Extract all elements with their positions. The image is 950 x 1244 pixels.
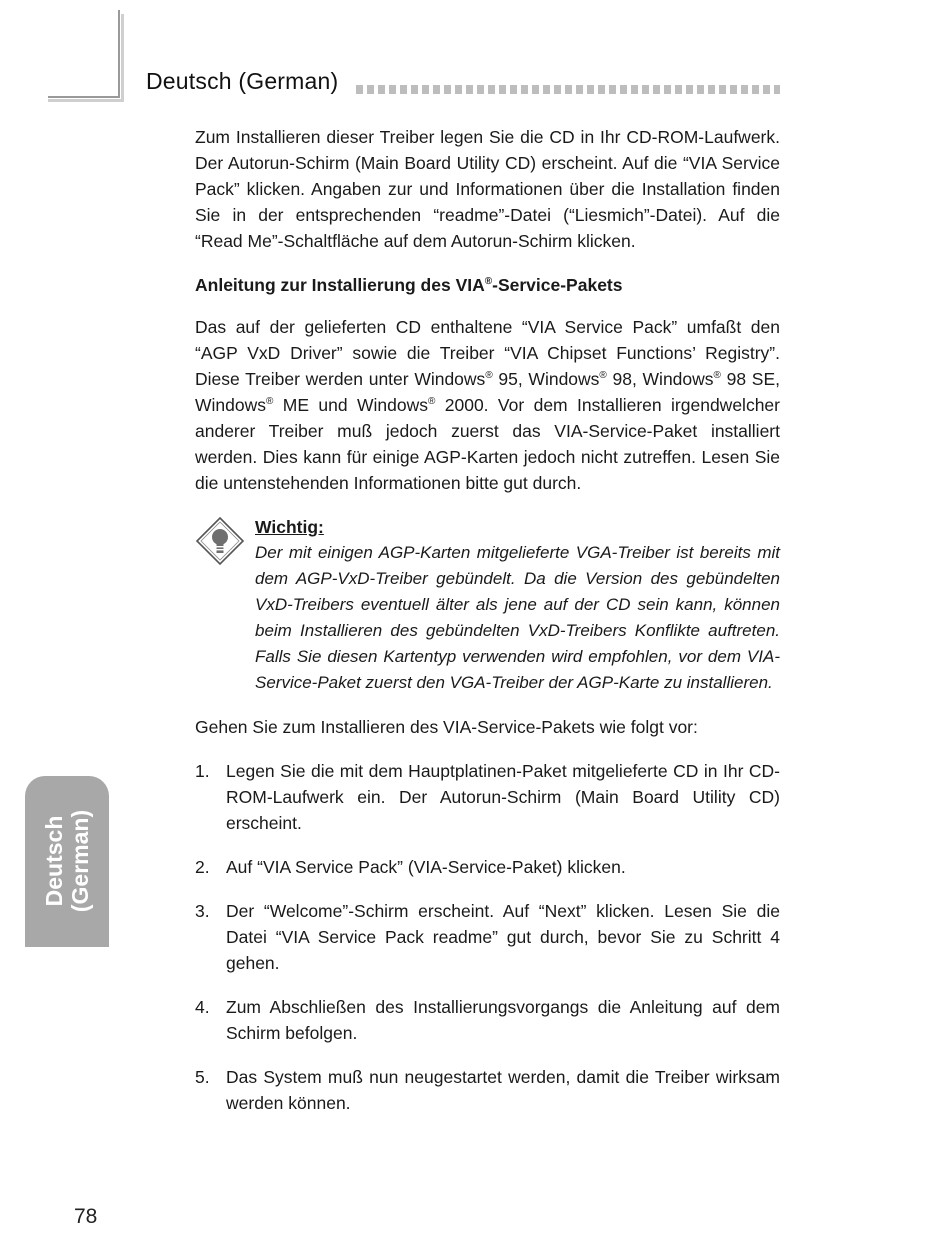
body-paragraph bbox=[195, 314, 780, 496]
important-note bbox=[195, 514, 780, 696]
body-text: 95, Windows bbox=[492, 369, 600, 389]
subheading bbox=[195, 272, 780, 298]
lightbulb-diamond-icon bbox=[195, 516, 245, 566]
steps-intro: Gehen Sie zum Installieren des VIA-Service-Pakets wie folgt vor: bbox=[195, 717, 698, 737]
note-text: Der mit einigen AGP-Karten mitgelieferte VGA-Treiber ist bereits mit dem AGP-VxD-Treiber gebündelt. Da die Version des gebündelten VxD-Treibers eventuell älter als jene auf der CD sein kann, können beim Installieren des gebündelten VxD-Treibers Konflikte auftreten. Falls Sie diesen Kartentyp verwenden wird empfohlen, vor dem VIA-Service-Paket zuerst den VGA-Treiber der AGP-Karte zu installieren. bbox=[255, 543, 780, 692]
body-text: 98, Windows bbox=[606, 369, 714, 389]
subheading-text-end: -Service-Pakets bbox=[492, 275, 623, 295]
list-item bbox=[195, 758, 780, 836]
registered-mark: ® bbox=[484, 276, 493, 288]
side-tab-line: (German) bbox=[67, 809, 93, 913]
corner-mark-shadow-horizontal bbox=[48, 99, 124, 102]
title-dotted-rule bbox=[356, 85, 780, 94]
installation-steps bbox=[195, 758, 780, 1116]
corner-mark-vertical bbox=[118, 10, 120, 98]
body-text: ME und Windows bbox=[273, 395, 428, 415]
body-text: 2000. Vor dem Installieren irgendwelcher anderer Treiber muß jedoch zuerst das VIA-Service-Paket installiert werden. Dies kann für einige AGP-Karten jedoch nicht zutreffen. Lesen Sie die untenstehenden Informationen bitte gut durch. bbox=[195, 395, 780, 493]
step-text: Auf “VIA Service Pack” (VIA-Service-Paket) klicken. bbox=[226, 857, 626, 877]
list-item bbox=[195, 994, 780, 1046]
list-item bbox=[195, 898, 780, 976]
registered-mark: ® bbox=[485, 370, 493, 382]
step-text: Zum Abschließen des Installierungsvorgangs die Anleitung auf dem Schirm befolgen. bbox=[226, 997, 780, 1043]
language-side-tab bbox=[25, 776, 109, 947]
body-text: Das auf der gelieferten CD enthaltene “VIA Service Pack” umfaßt den “AGP VxD Driver” sowie die Treiber “VIA Chipset Functions’ Registry”. Diese Treiber werden unter Windows bbox=[195, 317, 780, 389]
step-number: 2. bbox=[195, 857, 210, 877]
registered-mark: ® bbox=[599, 370, 607, 382]
step-text: Legen Sie die mit dem Hauptplatinen-Paket mitgelieferte CD in Ihr CD-ROM-Laufwerk ein. Der Autorun-Schirm (Main Board Utility CD) erscheint. bbox=[226, 761, 780, 833]
page-number: 78 bbox=[74, 1205, 98, 1228]
subheading-text: Anleitung zur Installierung des VIA bbox=[195, 275, 485, 295]
step-number: 1. bbox=[195, 761, 210, 781]
list-item bbox=[195, 854, 780, 880]
corner-mark-shadow-vertical bbox=[121, 14, 124, 100]
intro-paragraph: Zum Installieren dieser Treiber legen Sie die CD in Ihr CD-ROM-Laufwerk. Der Autorun-Schirm (Main Board Utility CD) erscheint. Auf die “VIA Service Pack” klicken. Angaben zur und Informationen über die Installation finden Sie in der entsprechenden “readme”-Datei (“Liesmich”-Datei). Auf die “Read Me”-Schaltfläche auf dem Autorun-Schirm klicken. bbox=[195, 127, 780, 251]
note-title: Wichtig: bbox=[255, 517, 324, 537]
section-title: Deutsch (German) bbox=[146, 68, 339, 94]
corner-mark-horizontal bbox=[48, 96, 120, 98]
side-tab-label bbox=[41, 810, 93, 912]
step-number: 5. bbox=[195, 1067, 210, 1087]
step-text: Der “Welcome”-Schirm erscheint. Auf “Next” klicken. Lesen Sie die Datei “VIA Service Pack readme” gut durch, bevor Sie zu Schritt 4 gehen. bbox=[226, 901, 780, 973]
side-tab-line: Deutsch bbox=[41, 815, 67, 907]
step-number: 4. bbox=[195, 997, 210, 1017]
list-item bbox=[195, 1064, 780, 1116]
registered-mark: ® bbox=[266, 396, 274, 408]
page-content bbox=[195, 124, 780, 1134]
step-text: Das System muß nun neugestartet werden, damit die Treiber wirksam werden können. bbox=[226, 1067, 780, 1113]
registered-mark: ® bbox=[427, 396, 436, 408]
body-text: 98 SE, Windows bbox=[195, 369, 780, 415]
step-number: 3. bbox=[195, 901, 210, 921]
registered-mark: ® bbox=[713, 370, 721, 382]
